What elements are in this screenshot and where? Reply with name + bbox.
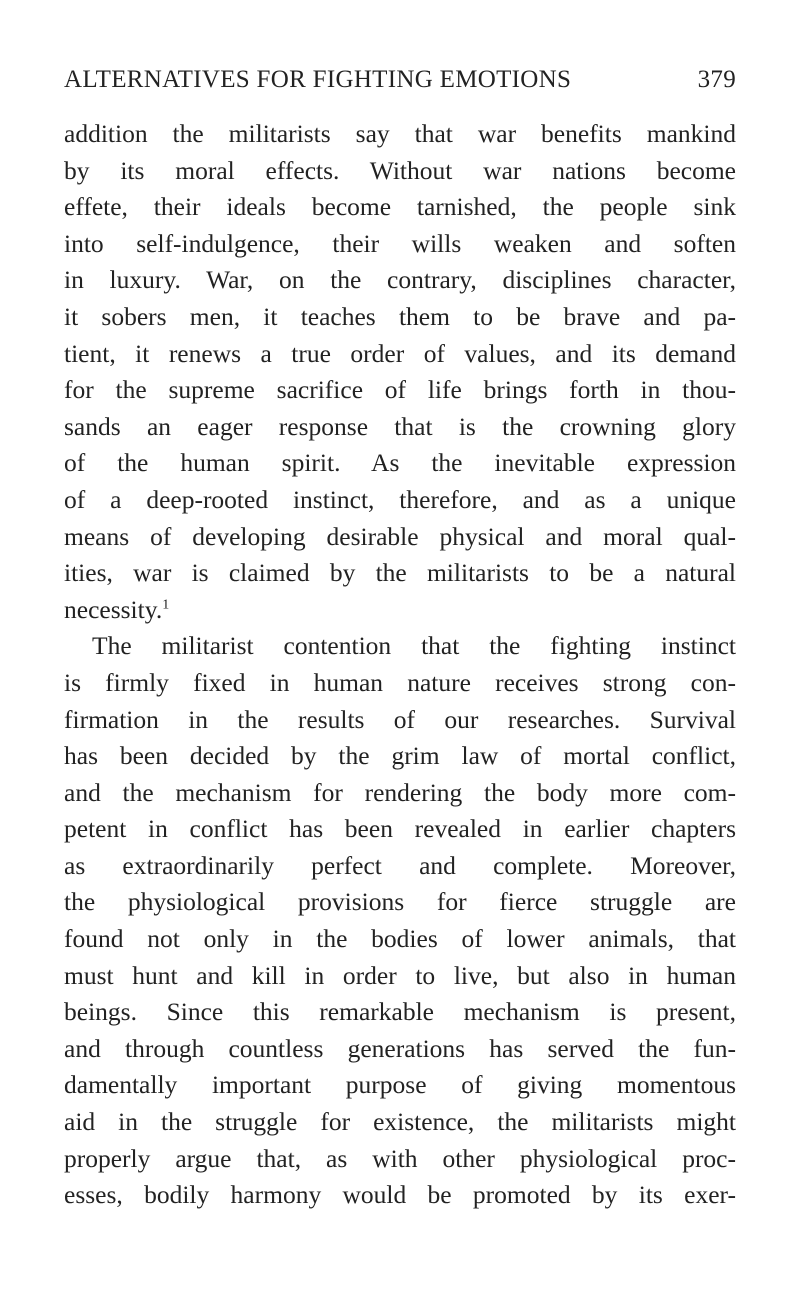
paragraph-1 xyxy=(64,116,736,628)
text-line: in luxury. War, on the contrary, disciplines character, xyxy=(64,265,736,295)
footnote-reference[interactable]: 1 xyxy=(162,597,170,613)
text-line: must hunt and kill in order to live, but also in human xyxy=(64,960,736,990)
text-line: is firmly fixed in human nature receives strong con- xyxy=(64,667,736,697)
text-line: ities, war is claimed by the militarists to be a natural xyxy=(64,558,736,588)
text-line: beings. Since this remarkable mechanism is present, xyxy=(64,997,736,1027)
text-line: of the human spirit. As the inevitable expression xyxy=(64,448,736,478)
text-line: into self-indulgence, their wills weaken and soften xyxy=(64,228,736,258)
text-line: firmation in the results of our researches. Survival xyxy=(64,704,736,734)
text-line: has been decided by the grim law of mortal conflict, xyxy=(64,741,736,771)
page-number: 379 xyxy=(697,66,736,93)
text-line: by its moral effects. Without war nations become xyxy=(64,155,736,185)
running-head xyxy=(64,66,736,96)
text-line: and through countless generations has served the fun- xyxy=(64,1033,736,1063)
text-line: found not only in the bodies of lower animals, that xyxy=(64,924,736,954)
text-line-last xyxy=(64,592,736,629)
text-line: for the supreme sacrifice of life brings forth in thou- xyxy=(64,375,736,405)
text-line: of a deep-rooted instinct, therefore, and as a unique xyxy=(64,484,736,514)
text-line: and the mechanism for rendering the body more com- xyxy=(64,777,736,807)
running-title: ALTERNATIVES FOR FIGHTING EMOTIONS xyxy=(64,66,572,93)
text-line: damentally important purpose of giving momentous xyxy=(64,1070,736,1100)
text-line: means of developing desirable physical and moral qual- xyxy=(64,521,736,551)
text-line: aid in the struggle for existence, the militarists might xyxy=(64,1107,736,1137)
text-line: effete, their ideals become tarnished, the people sink xyxy=(64,192,736,222)
text-line: sands an eager response that is the crowning glory xyxy=(64,411,736,441)
text-line: esses, bodily harmony would be promoted by its exer- xyxy=(64,1180,736,1210)
text-line: addition the militarists say that war benefits mankind xyxy=(64,119,736,148)
text-line-indented: The militarist contention that the fighting instinct xyxy=(92,631,736,661)
paragraph-2 xyxy=(64,628,736,1214)
text-line: the physiological provisions for fierce struggle are xyxy=(64,887,736,917)
text-line: as extraordinarily perfect and complete. Moreover, xyxy=(64,850,736,880)
text-line: petent in conflict has been revealed in earlier chapters xyxy=(64,814,736,844)
text-line-content: necessity. xyxy=(64,594,163,624)
text-line: tient, it renews a true order of values, and its demand xyxy=(64,338,736,368)
text-line: it sobers men, it teaches them to be brave and pa- xyxy=(64,301,736,331)
text-line: properly argue that, as with other physiological proc- xyxy=(64,1143,736,1173)
body-text xyxy=(64,116,736,1214)
